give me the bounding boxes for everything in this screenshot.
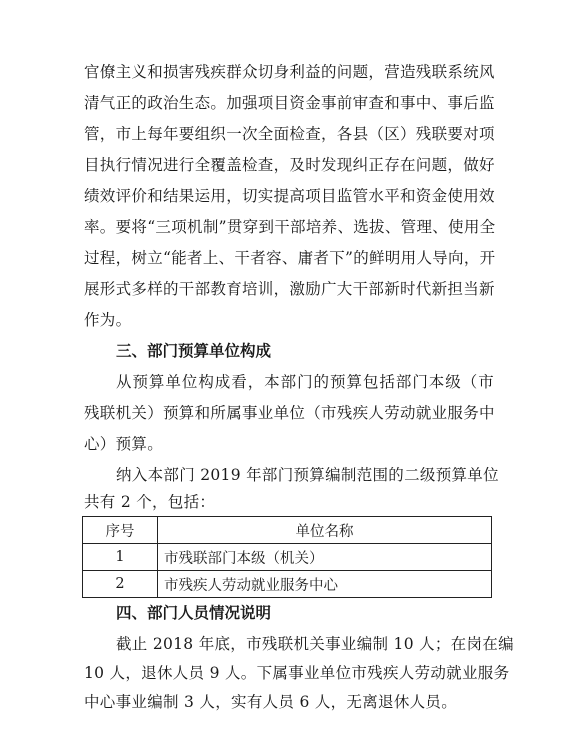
paragraph-line: 共有 2 个，包括： bbox=[84, 493, 216, 511]
budget-units-table bbox=[82, 516, 492, 598]
column-header-name: 单位名称 bbox=[158, 517, 492, 544]
table-row bbox=[83, 571, 492, 598]
column-header-no: 序号 bbox=[83, 517, 158, 544]
paragraph-line: 截止 2018 年底，市残联机关事业编制 10 人；在岗在编 bbox=[116, 635, 514, 653]
paragraph-line: 管，市上每年要组织一次全面检查，各县（区）残联要对项 bbox=[84, 125, 495, 143]
cell-no: 1 bbox=[83, 544, 158, 571]
paragraph-line: 10 人，退休人员 9 人。下属事业单位市残疾人劳动就业服务 bbox=[84, 664, 510, 682]
paragraph-line: 官僚主义和损害残疾群众切身利益的问题，营造残联系统风 bbox=[84, 63, 495, 81]
paragraph-line: 清气正的政治生态。加强项目资金事前审查和事中、事后监 bbox=[84, 94, 495, 112]
paragraph-line: 纳入本部门 2019 年部门预算编制范围的二级预算单位 bbox=[116, 466, 499, 484]
paragraph-line: 绩效评价和结果运用，切实提高项目监管水平和资金使用效 bbox=[84, 187, 495, 205]
paragraph-line: 率。要将“三项机制”贯穿到干部培养、选拔、管理、使用全 bbox=[84, 218, 496, 236]
section-heading: 三、部门预算单位构成 bbox=[116, 342, 272, 360]
cell-name: 市残联部门本级（机关） bbox=[158, 544, 492, 571]
table-header-row bbox=[83, 517, 492, 544]
paragraph-line: 心）预算。 bbox=[84, 435, 164, 453]
paragraph-line: 作为。 bbox=[84, 311, 132, 329]
paragraph-line: 目执行情况进行全覆盖检查，及时发现纠正存在问题，做好 bbox=[84, 156, 495, 174]
paragraph-line: 展形式多样的干部教育培训，激励广大干部新时代新担当新 bbox=[84, 280, 495, 298]
cell-no: 2 bbox=[83, 571, 158, 598]
section-heading: 四、部门人员情况说明 bbox=[116, 604, 272, 622]
paragraph-line: 过程，树立“能者上、干者容、庸者下”的鲜明用人导向，开 bbox=[84, 249, 496, 267]
paragraph-line: 残联机关）预算和所属事业单位（市残疾人劳动就业服务中 bbox=[84, 404, 495, 422]
paragraph-line: 中心事业编制 3 人，实有人员 6 人，无离退休人员。 bbox=[84, 693, 458, 711]
table-row bbox=[83, 544, 492, 571]
paragraph-line: 从预算单位构成看，本部门的预算包括部门本级（市 bbox=[116, 373, 494, 391]
cell-name: 市残疾人劳动就业服务中心 bbox=[158, 571, 492, 598]
